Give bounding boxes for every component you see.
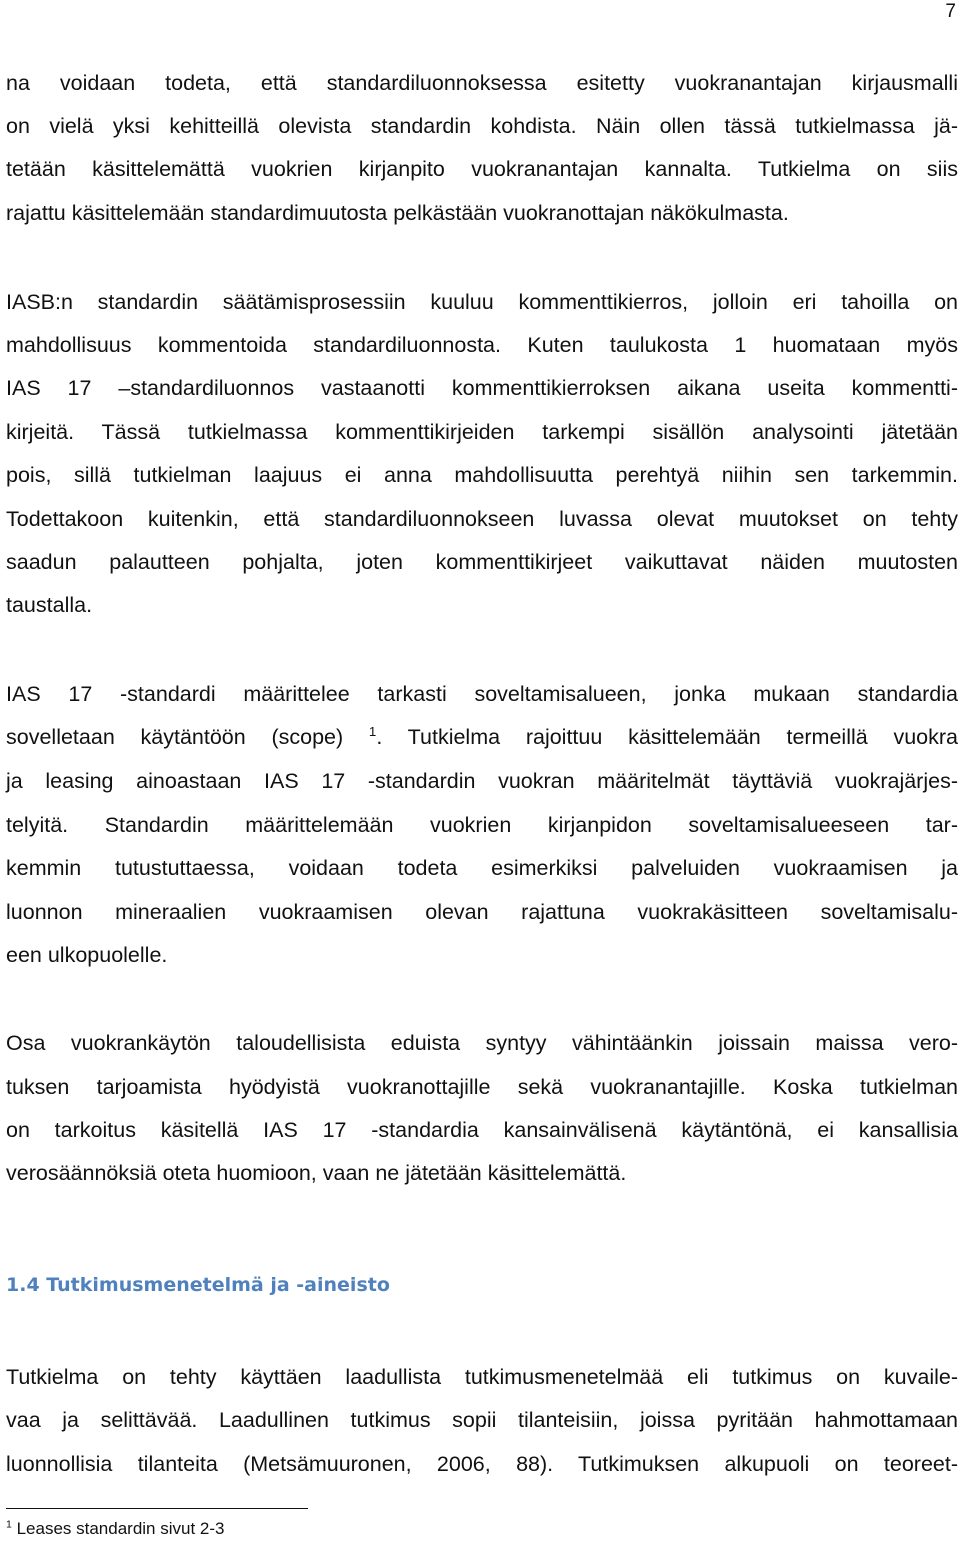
text-line: een ulkopuolelle. xyxy=(6,943,168,967)
footnote-text: Leases standardin sivut 2-3 xyxy=(11,1519,225,1538)
text-line: on tarkoitus käsitellä IAS 17 -standardia kansainvälisenä käytäntönä, ei kansallisia xyxy=(6,1118,958,1142)
text-line: taustalla. xyxy=(6,593,93,617)
text-line: luonnon mineraalien vuokraamisen olevan rajattuna vuokrakäsitteen soveltamisalu- xyxy=(6,900,958,924)
footnote-marker: 1 xyxy=(6,1518,12,1531)
text-line: telyitä. Standardin määrittelemään vuokrien kirjanpidon soveltamisalueeseen tar- xyxy=(6,813,958,837)
text-line: Todettakoon kuitenkin, että standardiluonnokseen luvassa olevat muutokset on tehty xyxy=(6,507,958,531)
text-line: tuksen tarjoamista hyödyistä vuokranottajille sekä vuokranantajille. Koska tutkielman xyxy=(6,1075,958,1099)
section-heading: 1.4 Tutkimusmenetelmä ja -aineisto xyxy=(6,1274,390,1296)
text-line: vaa ja selittävää. Laadullinen tutkimus sopii tilanteisiin, joissa pyritään hahmottamaan xyxy=(6,1408,958,1432)
text-span: . Tutkielma rajoittuu käsittelemään termeillä vuokra xyxy=(376,725,958,749)
text-line: Tutkielma on tehty käyttäen laadullista tutkimusmenetelmää eli tutkimus on kuvaile- xyxy=(6,1365,958,1389)
text-line xyxy=(6,722,958,752)
footnote xyxy=(6,1518,224,1540)
text-line: Osa vuokrankäytön taloudellisista eduista syntyy vähintäänkin joissain maissa vero- xyxy=(6,1031,958,1055)
footnote-reference[interactable]: 1 xyxy=(368,723,377,739)
text-line: saadun palautteen pohjalta, joten kommenttikirjeet vaikuttavat näiden muutosten xyxy=(6,550,958,574)
text-line: tetään käsittelemättä vuokrien kirjanpito vuokranantajan kannalta. Tutkielma on siis xyxy=(6,157,958,181)
text-line: luonnollisia tilanteita (Metsämuuronen, 2006, 88). Tutkimuksen alkupuoli on teoreet- xyxy=(6,1452,958,1476)
text-line: kirjeitä. Tässä tutkielmassa kommenttikirjeiden tarkempi sisällön analysointi jätetään xyxy=(6,420,958,444)
page-number: 7 xyxy=(945,1,956,22)
footnote-separator xyxy=(6,1508,308,1509)
text-line: on vielä yksi kehitteillä olevista standardin kohdista. Näin ollen tässä tutkielmassa jä- xyxy=(6,114,958,138)
text-line: mahdollisuus kommentoida standardiluonnosta. Kuten taulukosta 1 huomataan myös xyxy=(6,333,958,357)
text-line: IAS 17 -standardi määrittelee tarkasti soveltamisalueen, jonka mukaan standardia xyxy=(6,682,958,706)
text-span: sovelletaan käytäntöön (scope) xyxy=(6,725,344,749)
text-line: verosäännöksiä oteta huomioon, vaan ne jätetään käsittelemättä. xyxy=(6,1161,627,1185)
text-line: IAS 17 –standardiluonnos vastaanotti kommenttikierroksen aikana useita kommentti- xyxy=(6,376,958,400)
text-line: na voidaan todeta, että standardiluonnoksessa esitetty vuokranantajan kirjausmalli xyxy=(6,71,958,95)
text-line: ja leasing ainoastaan IAS 17 -standardin vuokran määritelmät täyttäviä vuokrajärjes- xyxy=(6,769,958,793)
text-line: rajattu käsittelemään standardimuutosta pelkästään vuokranottajan näkökulmasta. xyxy=(6,201,789,225)
text-line: kemmin tutustuttaessa, voidaan todeta esimerkiksi palveluiden vuokraamisen ja xyxy=(6,856,958,880)
text-line: IASB:n standardin säätämisprosessiin kuuluu kommenttikierros, jolloin eri tahoilla on xyxy=(6,290,958,314)
text-line: pois, sillä tutkielman laajuus ei anna mahdollisuutta perehtyä niihin sen tarkemmin. xyxy=(6,463,958,487)
